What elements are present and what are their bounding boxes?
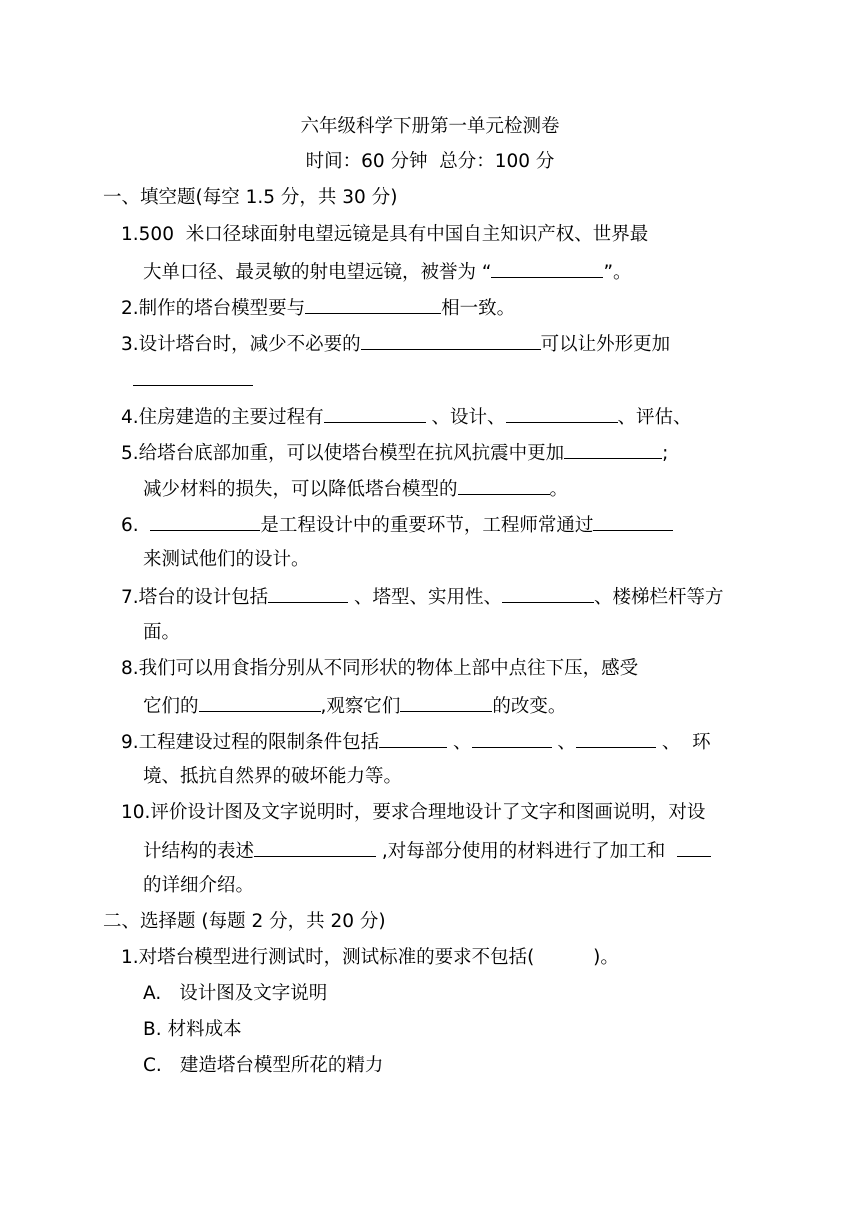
question-text: 6. [121, 515, 151, 536]
option-letter: B. [143, 1019, 162, 1040]
question-5-line-1 [121, 440, 668, 466]
question-9-line-1 [121, 729, 711, 755]
question-text: 5.给塔台底部加重，可以使塔台模型在抗风抗震中更加 [121, 443, 565, 464]
question-7-line-2 [143, 621, 180, 645]
question-text: 2.制作的塔台模型要与 [121, 298, 306, 319]
question-text: 7.塔台的设计包括 [121, 587, 269, 608]
answer-blank[interactable] [199, 693, 321, 712]
question-1-line-1 [121, 223, 648, 247]
question-text: 大单口径、最灵敏的射电望远镜，被誉为 “ [143, 262, 492, 283]
answer-blank[interactable] [379, 729, 447, 748]
answer-blank[interactable] [458, 476, 550, 495]
question-text: 10.评价设计图及文字说明时，要求合理地设计了文字和图画说明，对设 [121, 802, 706, 823]
answer-blank[interactable] [400, 693, 492, 712]
question-text: 的详细介绍。 [143, 875, 255, 896]
mc-question-1: 1.对塔台模型进行测试时，测试标准的要求不包括( )。 [121, 947, 619, 968]
question-1-line-2 [143, 259, 632, 285]
question-text: 4.住房建造的主要过程有 [121, 407, 324, 428]
question-text: 计结构的表述 [143, 841, 255, 862]
option-a[interactable] [143, 982, 327, 1006]
option-letter: C. [143, 1055, 162, 1076]
question-text: 、设计、 [425, 407, 506, 428]
answer-blank[interactable] [677, 838, 711, 857]
answer-blank[interactable] [361, 331, 541, 350]
question-9-line-2 [143, 765, 402, 789]
question-3-blank-line [133, 367, 253, 393]
option-letter: A. [143, 983, 162, 1004]
option-text: 建造塔台模型所花的精力 [179, 1055, 384, 1076]
question-text: 是工程设计中的重要环节，工程师常通过 [260, 515, 594, 536]
question-5-line-2 [143, 476, 568, 502]
question-text: 可以让外形更加 [540, 334, 671, 355]
question-10-line-3 [143, 874, 254, 898]
option-text: 材料成本 [167, 1019, 242, 1040]
exam-meta: 时间：60 分钟 总分：100 分 [305, 151, 555, 172]
question-10-line-1 [121, 801, 705, 825]
question-text: 面。 [143, 622, 181, 643]
answer-blank[interactable] [254, 838, 376, 857]
question-text: 1.500 米口径球面射电望远镜是具有中国自主知识产权、世界最 [121, 224, 649, 245]
option-b[interactable] [143, 1018, 242, 1042]
question-8-line-1 [121, 657, 638, 681]
section-heading-fill-blank: 一、填空题(每空 1.5 分，共 30 分) [103, 187, 398, 208]
answer-blank[interactable] [305, 295, 441, 314]
question-text: 它们的 [143, 696, 199, 717]
answer-blank[interactable] [133, 367, 253, 386]
question-text: 来测试他们的设计。 [143, 549, 310, 570]
answer-blank[interactable] [564, 440, 662, 459]
question-text: 9.工程建设过程的限制条件包括 [121, 732, 380, 753]
answer-blank[interactable] [491, 259, 603, 278]
question-10-line-2 [143, 838, 711, 864]
answer-blank[interactable] [150, 512, 260, 531]
question-text: 。 [549, 479, 569, 500]
section-heading-multiple-choice: 二、选择题 (每题 2 分，共 20 分) [103, 911, 386, 932]
question-4 [121, 404, 692, 430]
question-7-line-1 [121, 584, 724, 610]
question-text: ,观察它们 [320, 696, 401, 717]
question-text: 境、抵抗自然界的破坏能力等。 [143, 766, 403, 787]
option-c[interactable] [143, 1054, 383, 1078]
question-text: 3.设计塔台时，减少不必要的 [121, 334, 361, 355]
question-text: 8.我们可以用食指分别从不同形状的物体上部中点往下压，感受 [121, 658, 639, 679]
question-text: 、 [551, 732, 576, 753]
question-6-line-1 [121, 512, 673, 538]
answer-blank[interactable] [593, 512, 673, 531]
question-text: ,对每部分使用的材料进行了加工和 [376, 841, 678, 862]
answer-blank[interactable] [576, 729, 656, 748]
question-text: 、 [447, 732, 472, 753]
question-text: 、 环 [655, 732, 711, 753]
question-3 [121, 331, 670, 357]
question-2 [121, 295, 515, 321]
question-8-line-2 [143, 693, 566, 719]
page-title: 六年级科学下册第一单元检测卷 [300, 116, 560, 137]
question-text: 、楼梯栏杆等方 [594, 587, 724, 608]
question-text: 减少材料的损失，可以降低塔台模型的 [143, 479, 458, 500]
answer-blank[interactable] [472, 729, 552, 748]
answer-blank[interactable] [502, 584, 594, 603]
answer-blank[interactable] [506, 404, 618, 423]
question-text: 、评估、 [617, 407, 692, 428]
question-6-line-2 [143, 548, 310, 572]
question-text: 、塔型、实用性、 [348, 587, 503, 608]
question-text: ”。 [603, 262, 632, 283]
question-text: 相一致。 [441, 298, 516, 319]
option-text: 设计图及文字说明 [179, 983, 328, 1004]
answer-blank[interactable] [268, 584, 348, 603]
question-text: 的改变。 [492, 696, 567, 717]
answer-blank[interactable] [324, 404, 426, 423]
question-text: ; [662, 443, 669, 464]
